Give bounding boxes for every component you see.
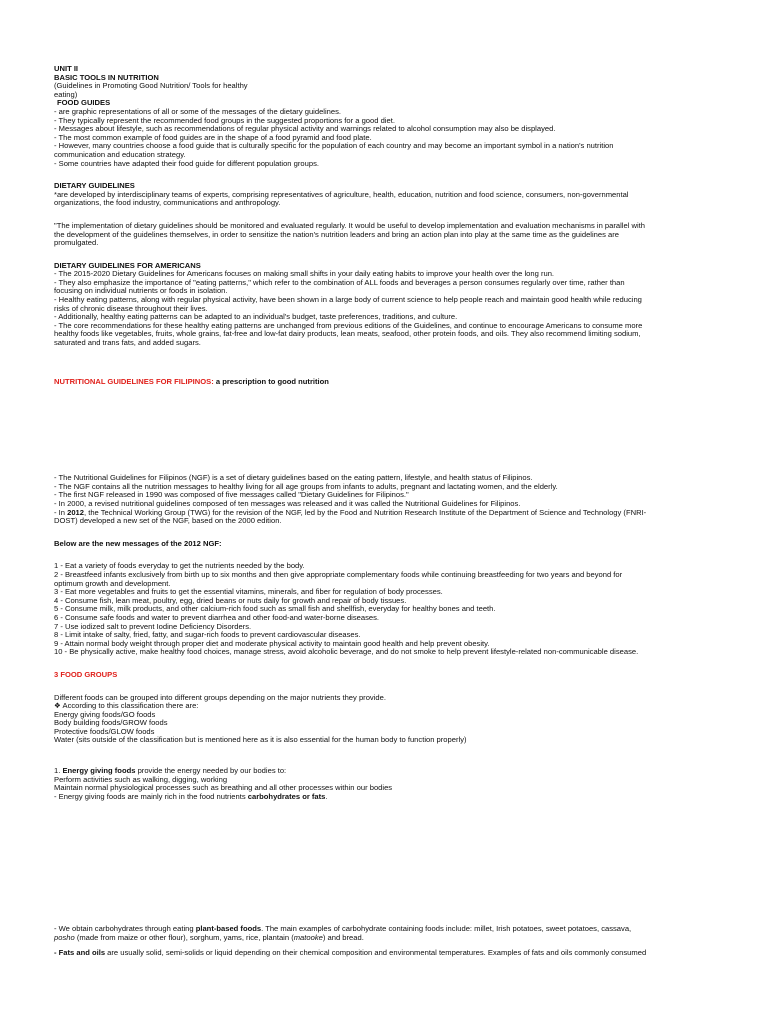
ngf-line: - The first NGF released in 1990 was composed of five messages called "Dietary Guidelines for Filipinos." — [54, 490, 409, 500]
energy-line: Maintain normal physiological processes such as breathing and all other processes within our bodies — [54, 783, 393, 793]
ngf-heading-red: NUTRITIONAL GUIDELINES FOR FILIPINOS: — [54, 376, 214, 386]
carbs-bold: plant-based foods — [195, 924, 262, 934]
energy-last-line — [54, 793, 714, 802]
ngf-message: 1 - Eat a variety of foods everyday to get the nutrients needed by the body. — [54, 561, 305, 571]
energy-num: 1. — [54, 766, 63, 776]
food-groups-intro: Different foods can be grouped into different groups depending on the major nutrients they provide. — [54, 692, 386, 702]
ngf-message: 10 - Be physically active, make healthy food choices, manage stress, avoid alcoholic beverage, and do not smoke to help prevent lifestyle-related non-communicable disease. — [54, 647, 639, 657]
food-guides-line: communication and education strategy. — [54, 149, 186, 159]
food-guides-line: - The most common example of food guides are in the shape of a food pyramid and food plate. — [54, 132, 372, 142]
dga-heading: DIETARY GUIDELINES FOR AMERICANS — [54, 260, 201, 270]
energy-last-a: - Energy giving foods are mainly rich in the food nutrients — [54, 791, 248, 801]
page-title: BASIC TOOLS IN NUTRITION — [54, 72, 159, 82]
carbs-line-2 — [54, 934, 714, 943]
dga-line: risks of chronic disease throughout their lives. — [54, 303, 208, 313]
food-guides-line: - They typically represent the recommended food groups in the suggested proportions for a good diet. — [54, 115, 395, 125]
food-group-item: Body building foods/GROW foods — [54, 718, 168, 728]
food-group-item: Energy giving foods/GO foods — [54, 709, 156, 719]
energy-line: Perform activities such as walking, digging, working — [54, 774, 228, 784]
carbs-d: ) and bread. — [322, 933, 364, 943]
energy-bold: Energy giving foods — [62, 766, 136, 776]
ngf-2012-prefix: - In — [54, 507, 68, 517]
ngf-line: - The Nutritional Guidelines for Filipinos (NGF) is a set of dietary guidelines based on the eating pattern, lifestyle, and health status of Filipinos. — [54, 473, 533, 483]
dga-line: focusing on individual nutrients or foods in isolation. — [54, 286, 228, 296]
ngf-heading — [54, 378, 714, 387]
carbs-c: (made from maize or other flour), sorghum, yams, rice, plantain ( — [74, 933, 294, 943]
ngf-message: 2 - Breastfeed infants exclusively from birth up to six months and then give appropriate complementary foods while continuing breastfeeding for two years and beyond for — [54, 569, 623, 579]
dietary-guidelines-line: organizations, the food industry, communications and anthropology. — [54, 198, 281, 208]
document-page — [54, 65, 714, 957]
food-guides-line: - Messages about lifestyle, such as recommendations of regular physical activity and warnings related to alcohol consumption may also be displayed. — [54, 124, 556, 134]
carbs-matooke: matooke — [293, 933, 323, 943]
dga-line: - The core recommendations for these healthy eating patterns are unchanged from previous editions of the Guidelines, and continue to encourage Americans to consume more — [54, 320, 643, 330]
dietary-guidelines-line: *are developed by interdisciplinary teams of experts, comprising representatives of agriculture, health, education, nutrition and food science, consumers, non-governmental — [54, 189, 629, 199]
dietary-guidelines-quote-line: promulgated. — [54, 238, 99, 248]
energy-last-b: . — [325, 791, 328, 801]
dietary-guidelines-heading: DIETARY GUIDELINES — [54, 181, 135, 191]
fats-rest: are usually solid, semi-solids or liquid depending on their chemical composition and environmental temperatures. Examples of fats and oils commonly consumed — [105, 947, 647, 957]
food-groups-heading: 3 FOOD GROUPS — [54, 669, 118, 679]
carbs-b: . The main examples of carbohydrate containing foods include: millet, Irish potatoes, sweet potatoes, cassava, — [261, 924, 632, 934]
dga-line: saturated and trans fats, and added sugars. — [54, 338, 201, 348]
dga-line: - Additionally, healthy eating patterns can be adapted to an individual's budget, taste preferences, traditions, and culture. — [54, 312, 458, 322]
subtitle-line-1: (Guidelines in Promoting Good Nutrition/ Tools for healthy — [54, 81, 248, 91]
carbs-a: - We obtain carbohydrates through eating — [54, 924, 196, 934]
ngf-message: optimum growth and development. — [54, 578, 171, 588]
ngf-message: 7 - Use iodized salt to prevent Iodine Deficiency Disorders. — [54, 621, 252, 631]
fats-bold: - Fats and oils — [54, 947, 106, 957]
energy-rest: provide the energy needed by our bodies to: — [135, 766, 287, 776]
ngf-message: 8 - Limit intake of salty, fried, fatty, and sugar-rich foods to prevent cardiovascular diseases. — [54, 630, 361, 640]
ngf-2012-text: , the Technical Working Group (TWG) for the revision of the NGF, led by the Food and Nutrition Research Institute of the Department of Science and Technology (FNRI- — [84, 507, 647, 517]
food-guides-line: - Some countries have adapted their food guide for different population groups. — [54, 158, 319, 168]
dietary-guidelines-quote-line: the development of the guidelines themselves, in order to sensitize the nation's nutrition leaders and bring an action plan into play at the same time as the guidelines are — [54, 229, 619, 239]
food-guides-line: - However, many countries choose a food guide that is culturally specific for the population of each country and may become an important symbol in a nation's nutrition — [54, 141, 614, 151]
ngf-new-messages-heading: Below are the new messages of the 2012 NGF: — [54, 538, 222, 548]
ngf-message: 9 - Attain normal body weight through proper diet and moderate physical activity to maintain good health and help prevent obesity. — [54, 638, 490, 648]
ngf-heading-rest: a prescription to good nutrition — [213, 376, 329, 386]
dga-line: - Healthy eating patterns, along with regular physical activity, have been shown in a large body of current science to help people reach and maintain good health while reducing — [54, 295, 642, 305]
subtitle-line-2: eating) — [54, 89, 78, 99]
dga-line: healthy foods like vegetables, fruits, whole grains, fat-free and low-fat dairy products, lean meats, seafood, other protein foods, and oils. They also recommend limiting sodium, — [54, 329, 641, 339]
dietary-guidelines-quote-line: "The implementation of dietary guidelines should be monitored and evaluated regularly. It would be useful to develop implementation and evaluation mechanisms in parallel with — [54, 220, 645, 230]
ngf-2012-year: 2012 — [67, 507, 84, 517]
carbs-posho: posho — [54, 933, 75, 943]
unit-label: UNIT II — [54, 64, 79, 73]
energy-last-bold: carbohydrates or fats — [247, 791, 326, 801]
food-groups-according: ❖ According to this classification there are: — [54, 701, 199, 711]
ngf-line: - In 2000, a revised nutritional guidelines composed of ten messages was released and it was called the Nutritional Guidelines for Filipinos. — [54, 499, 521, 508]
ngf-2012-line-cont: DOST) developed a new set of the NGF, based on the 2000 edition. — [54, 516, 282, 526]
dga-line: - The 2015-2020 Dietary Guidelines for Americans focuses on making small shifts in your daily eating habits to improve your health over the long run. — [54, 269, 555, 279]
ngf-line: - The NGF contains all the nutrition messages to healthy living for all age groups from infants to adults, pregnant and lactating women, and the elderly. — [54, 481, 558, 491]
fats-line — [54, 949, 714, 958]
ngf-message: 4 - Consume fish, lean meat, poultry, egg, dried beans or nuts daily for growth and repair of body tissues. — [54, 595, 407, 605]
ngf-message: 5 - Consume milk, milk products, and other calcium-rich food such as small fish and shellfish, everyday for healthy bones and teeth. — [54, 604, 496, 614]
food-guides-line: - are graphic representations of all or some of the messages of the dietary guidelines. — [54, 106, 342, 116]
food-group-item: Water (sits outside of the classification but is mentioned here as it is also essential for the human body to function properly) — [54, 735, 467, 745]
dga-line: - They also emphasize the importance of "eating patterns," which refer to the combination of ALL foods and beverages a person consumes regularly over time, rather than — [54, 277, 625, 287]
food-guides-heading: FOOD GUIDES — [57, 98, 111, 108]
ngf-message: 6 - Consume safe foods and water to prevent diarrhea and other food-and water-borne diseases. — [54, 612, 380, 622]
ngf-message: 3 - Eat more vegetables and fruits to get the essential vitamins, minerals, and fiber for regulation of body processes. — [54, 587, 443, 597]
food-group-item: Protective foods/GLOW foods — [54, 726, 155, 736]
